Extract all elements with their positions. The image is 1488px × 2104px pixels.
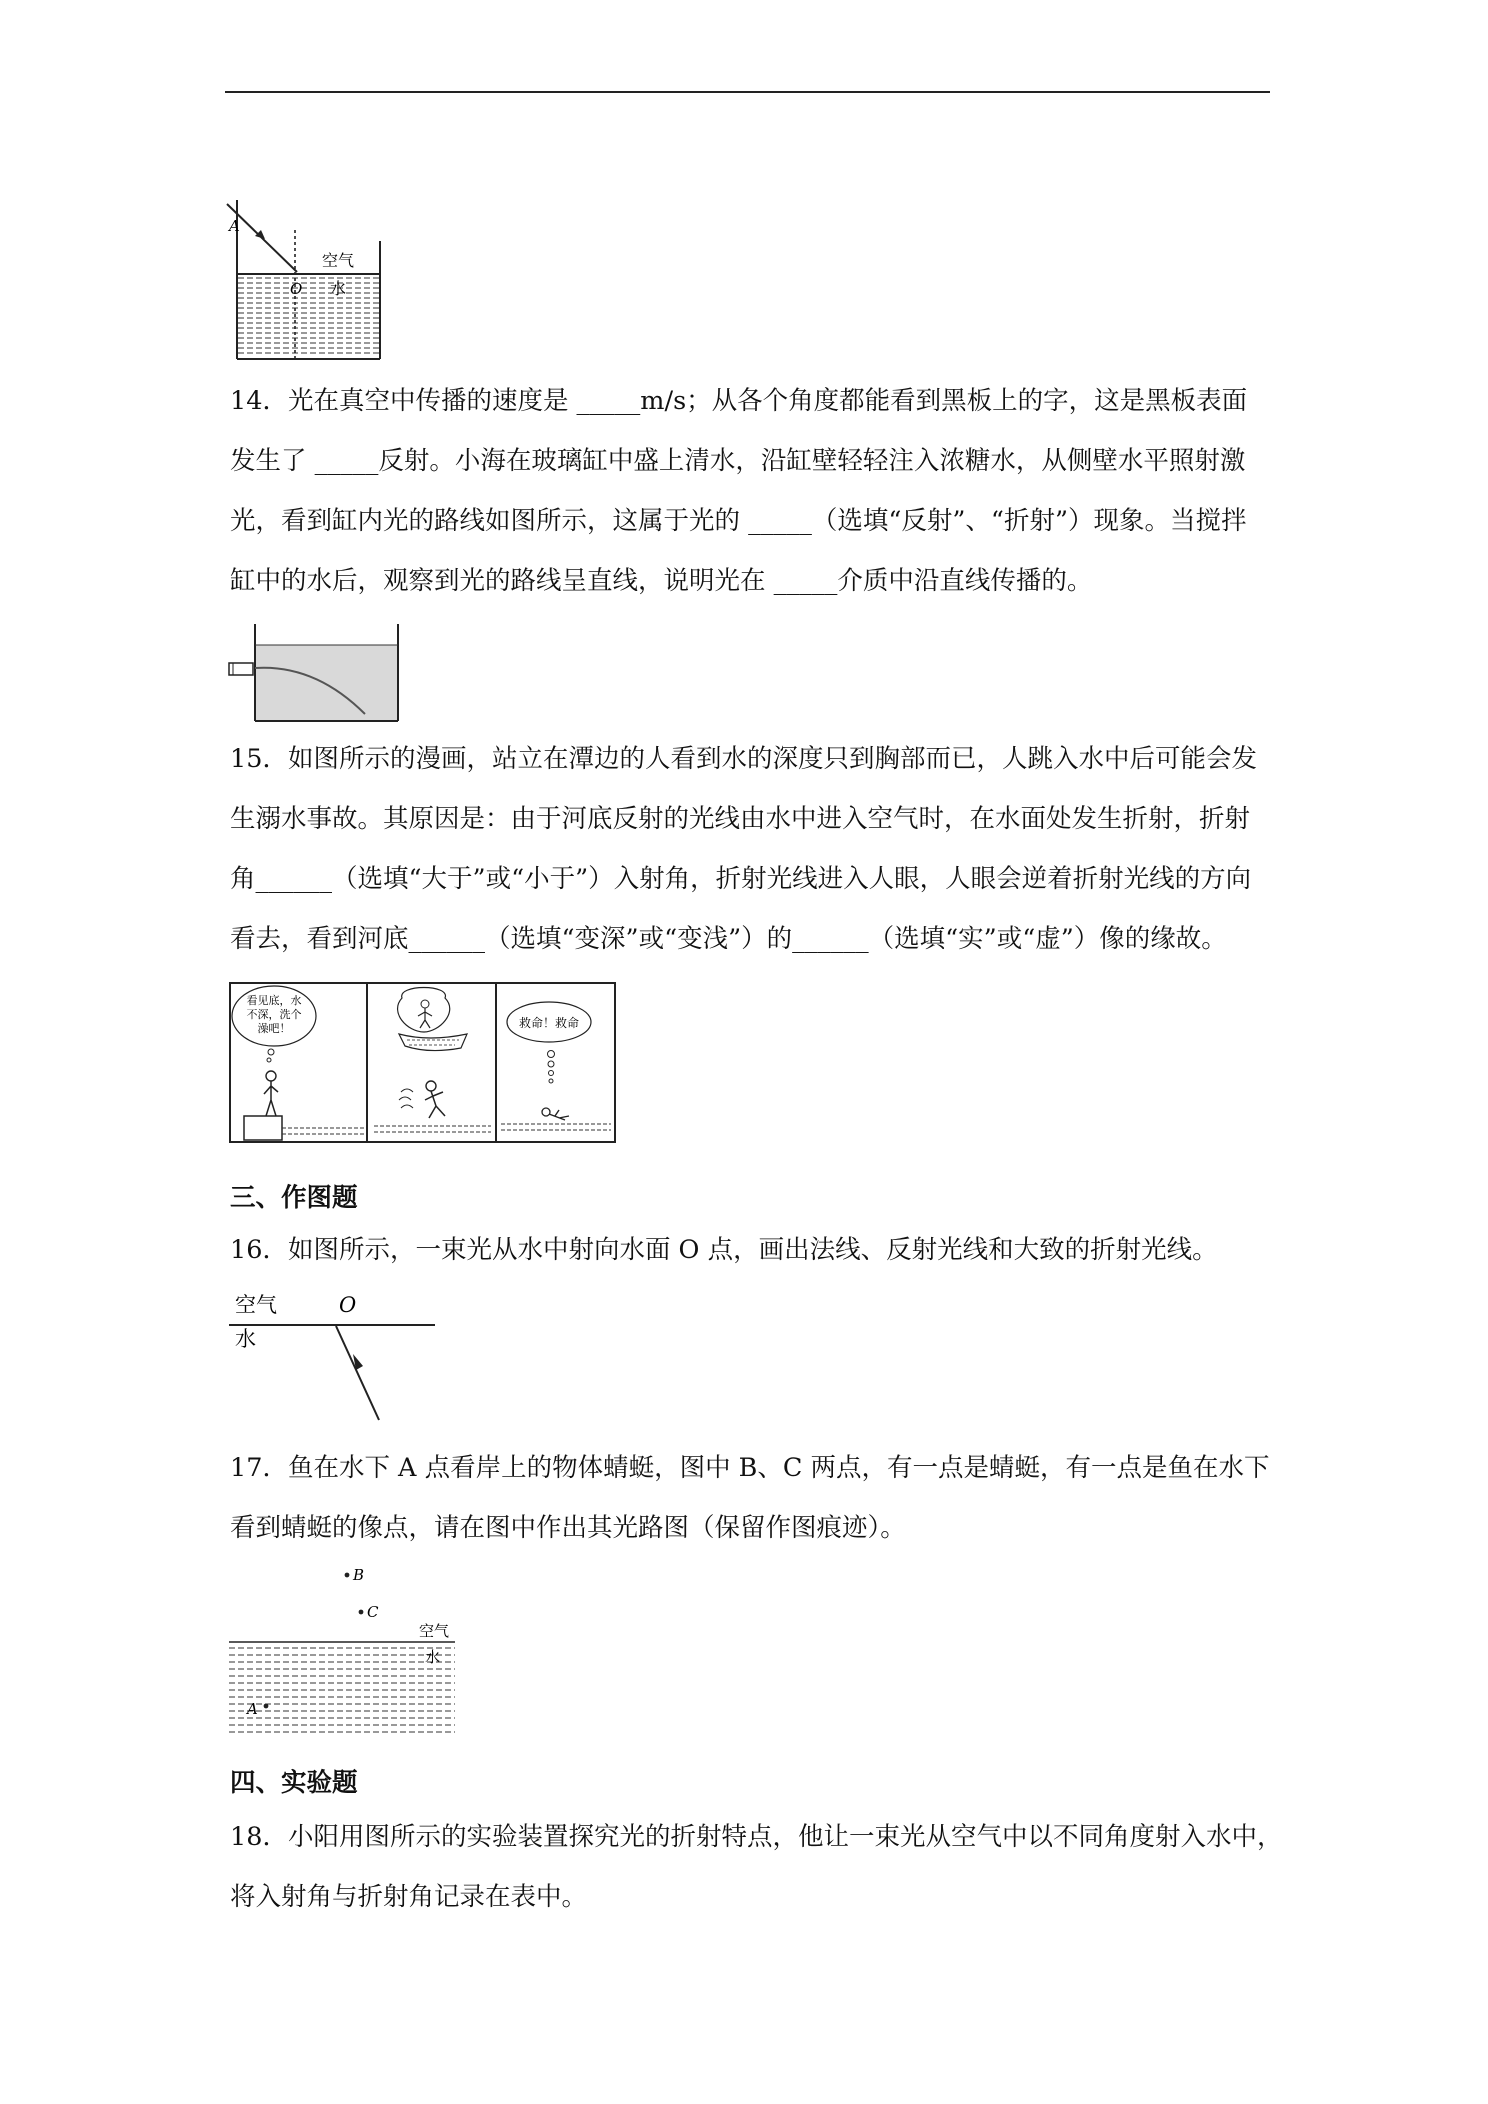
- q15-line: 看去，看到河底______（选填“变深”或“变浅”）的______（选填“实”或“虚”）像的缘故。: [230, 924, 1227, 954]
- point-a: [264, 1704, 269, 1709]
- water-hatching: [229, 1648, 455, 1732]
- q17-line: 17．鱼在水下 A 点看岸上的物体蜻蜓，图中 B、C 两点，有一点是蜻蜓，有一点是鱼在水下: [230, 1453, 1270, 1483]
- question-17: [230, 1438, 1270, 1558]
- bubble1-text: 看见底，水: [246, 994, 302, 1007]
- label-b: B: [353, 1566, 365, 1584]
- q15-line: 15．如图所示的漫画，站立在潭边的人看到水的深度只到胸部而已，人跳入水中后可能会发: [230, 744, 1257, 774]
- question-15: [230, 729, 1270, 969]
- q14-line: 光，看到缸内光的路线如图所示，这属于光的 _____（选填“反射”、“折射”）现象。当搅拌: [230, 506, 1247, 536]
- label-a: A: [229, 217, 240, 235]
- q15-line: 角______（选填“大于”或“小于”）入射角，折射光线进入人眼，人眼会逆着折射光线的方向: [230, 864, 1252, 894]
- label-c: C: [367, 1603, 379, 1621]
- label-air: 空气: [322, 251, 355, 270]
- point-c: [359, 1610, 364, 1615]
- label-o: O: [290, 280, 303, 298]
- q14-line: 14．光在真空中传播的速度是 _____m/s；从各个角度都能看到黑板上的字，这是黑板表面: [230, 386, 1248, 416]
- water-hatching: [238, 278, 379, 353]
- figure-17-fish-dragonfly: [229, 1560, 459, 1735]
- section-4-heading: 四、实验题: [230, 1768, 358, 1798]
- q17-line: 看到蜻蜓的像点，请在图中作出其光路图（保留作图痕迹）。: [230, 1513, 906, 1543]
- bubble1-text: 澡吧！: [257, 1022, 291, 1035]
- figure-13-refraction-tank: [225, 196, 425, 361]
- label-a: A: [247, 1700, 258, 1718]
- question-18: [230, 1807, 1283, 1927]
- figure-15-comic: [229, 982, 617, 1144]
- label-o: O: [339, 1293, 357, 1317]
- q16-line: 16．如图所示，一束光从水中射向水面 O 点，画出法线、反射光线和大致的折射光线。: [230, 1235, 1218, 1265]
- question-14: [230, 371, 1270, 611]
- q18-line: 将入射角与折射角记录在表中。: [230, 1882, 588, 1912]
- q14-line: 发生了 _____反射。小海在玻璃缸中盛上清水，沿缸壁轻轻注入浓糖水，从侧壁水平照射激: [230, 446, 1246, 476]
- header-rule: [225, 91, 1270, 93]
- question-16: [230, 1220, 1270, 1280]
- figure-16-ray-at-o: [229, 1290, 449, 1425]
- label-air: 空气: [419, 1622, 450, 1640]
- q18-line: 18．小阳用图所示的实验装置探究光的折射特点，他让一束光从空气中以不同角度射入水中，: [230, 1822, 1283, 1852]
- q15-line: 生溺水事故。其原因是：由于河底反射的光线由水中进入空气时，在水面处发生折射，折射: [230, 804, 1251, 834]
- label-air: 空气: [235, 1293, 277, 1317]
- section-3-heading: 三、作图题: [230, 1183, 358, 1213]
- label-water: 水: [425, 1648, 441, 1666]
- q14-line: 缸中的水后，观察到光的路线呈直线，说明光在 _____介质中沿直线传播的。: [230, 566, 1093, 596]
- label-water: 水: [235, 1327, 256, 1351]
- figure-14-laser-tank: [225, 624, 415, 724]
- bubble1-text: 不深，洗个: [246, 1008, 302, 1021]
- label-water: 水: [330, 279, 347, 298]
- bubble3-text: 救命！救命: [518, 1016, 580, 1030]
- point-b: [345, 1573, 350, 1578]
